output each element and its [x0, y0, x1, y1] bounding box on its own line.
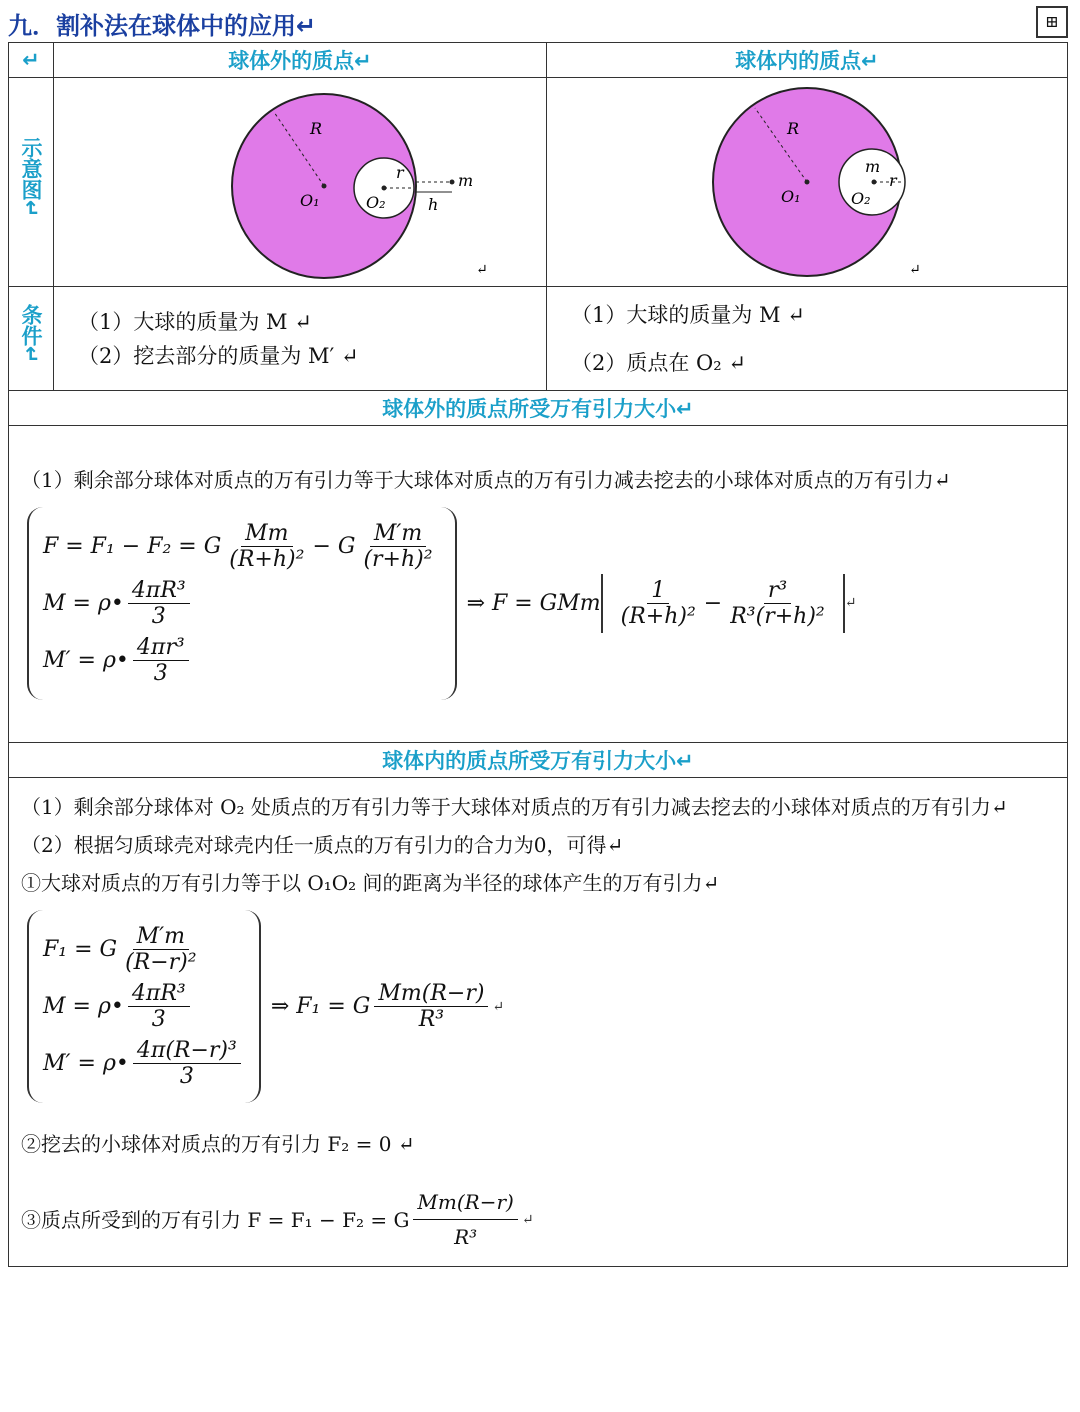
cond-label: 条件↵	[9, 287, 54, 391]
section2-p5: ③质点所受到的万有引力 F = F₁ − F₂ = G $\frac{Mm(R-r)}{\text{R³}}$ ↵	[21, 1185, 1055, 1254]
header-outside: 球体外的质点↵	[54, 43, 547, 78]
outside-sphere-diagram	[54, 78, 546, 282]
page-title: 九．割补法在球体中的应用↵	[8, 12, 317, 40]
section2-header: 球体内的质点所受万有引力大小↵	[9, 743, 1068, 778]
label-R: R	[787, 119, 800, 138]
header-inside: 球体内的质点↵	[547, 43, 1068, 78]
section2-p2: （2）根据匀质球壳对球壳内任一质点的万有引力的合力为0，可得↵	[21, 833, 624, 857]
cond-inside	[547, 287, 1068, 391]
diagram-outside	[54, 78, 547, 287]
cond-outside	[54, 287, 547, 391]
section1-body	[9, 426, 1068, 743]
section1-equations: F = F₁ − F₂ = G $\frac{Mm}{\text{(R+h)²}}$ − G $\frac{M'm}{\text{(r+h)²}}$ M = ρ• $\frac{\text{4πR³}}{3}$ M′ = ρ• $\frac{\text{4πr³}}{3}$ ⇒ F = GMm $\frac{1}{\text{(R+h)²}}$ − $\frac{\text{r³}}{\text{R³(r+h)²}}$ ↵	[27, 507, 1055, 700]
svg-text:↵: ↵	[909, 262, 921, 278]
label-h: h	[428, 195, 439, 214]
label-R: R	[310, 119, 323, 138]
section2-result: ⇒ F₁ = G $\frac{Mm(R-r)}{\text{R³}}$ ↵	[270, 981, 505, 1032]
label-m: m	[865, 157, 881, 176]
label-m: m	[458, 171, 474, 190]
main-table	[8, 42, 1068, 1267]
label-O2: O₂	[851, 189, 871, 208]
section2-p4: ②挖去的小球体对质点的万有引力 F₂ = 0 ↵	[21, 1132, 415, 1156]
diagram-inside	[547, 78, 1068, 287]
inside-sphere-diagram	[547, 78, 1067, 282]
header-col0: ↵	[9, 43, 54, 78]
section1-header: 球体外的质点所受万有引力大小↵	[9, 391, 1068, 426]
svg-text:↵: ↵	[476, 262, 488, 278]
section2-equations: F₁ = G $\frac{M'm}{\text{(R−r)²}}$ M = ρ• $\frac{\text{4πR³}}{3}$ M′ = ρ• $\frac{\text{4π(R−r)³}}{3}$ ⇒ F₁ = G $\frac{Mm(R-r)}{\text{R³}}$ ↵	[27, 910, 1055, 1103]
label-O1: O₁	[781, 187, 801, 206]
cond-inside-2: （2）质点在 O₂ ↵	[571, 350, 746, 375]
cond-inside-1: （1）大球的质量为 M ↵	[571, 302, 805, 327]
diagram-label: 示意图↵	[9, 78, 54, 287]
label-O2: O₂	[366, 193, 386, 212]
table-icon[interactable]: ⊞	[1036, 6, 1068, 38]
cond-outside-1: （1）大球的质量为 M ↵	[78, 309, 312, 334]
cond-outside-2: （2）挖去部分的质量为 M′ ↵	[78, 343, 359, 368]
label-O1: O₁	[300, 191, 320, 210]
section1-p1: （1）剩余部分球体对质点的万有引力等于大球体对质点的万有引力减去挖去的小球体对质点的万有引力↵	[21, 467, 951, 492]
section2-p1: （1）剩余部分球体对 O₂ 处质点的万有引力等于大球体对质点的万有引力减去挖去的小球体对质点的万有引力↵	[21, 795, 1008, 819]
section1-result: ⇒ F = GMm $\frac{1}{\text{(R+h)²}}$ − $\frac{\text{r³}}{\text{R³(r+h)²}}$ ↵	[467, 574, 857, 633]
label-r: r	[889, 171, 897, 190]
section2-p3: ①大球对质点的万有引力等于以 O₁O₂ 间的距离为半径的球体产生的万有引力↵	[21, 871, 720, 895]
label-r: r	[396, 163, 404, 182]
section2-body	[9, 778, 1068, 1267]
